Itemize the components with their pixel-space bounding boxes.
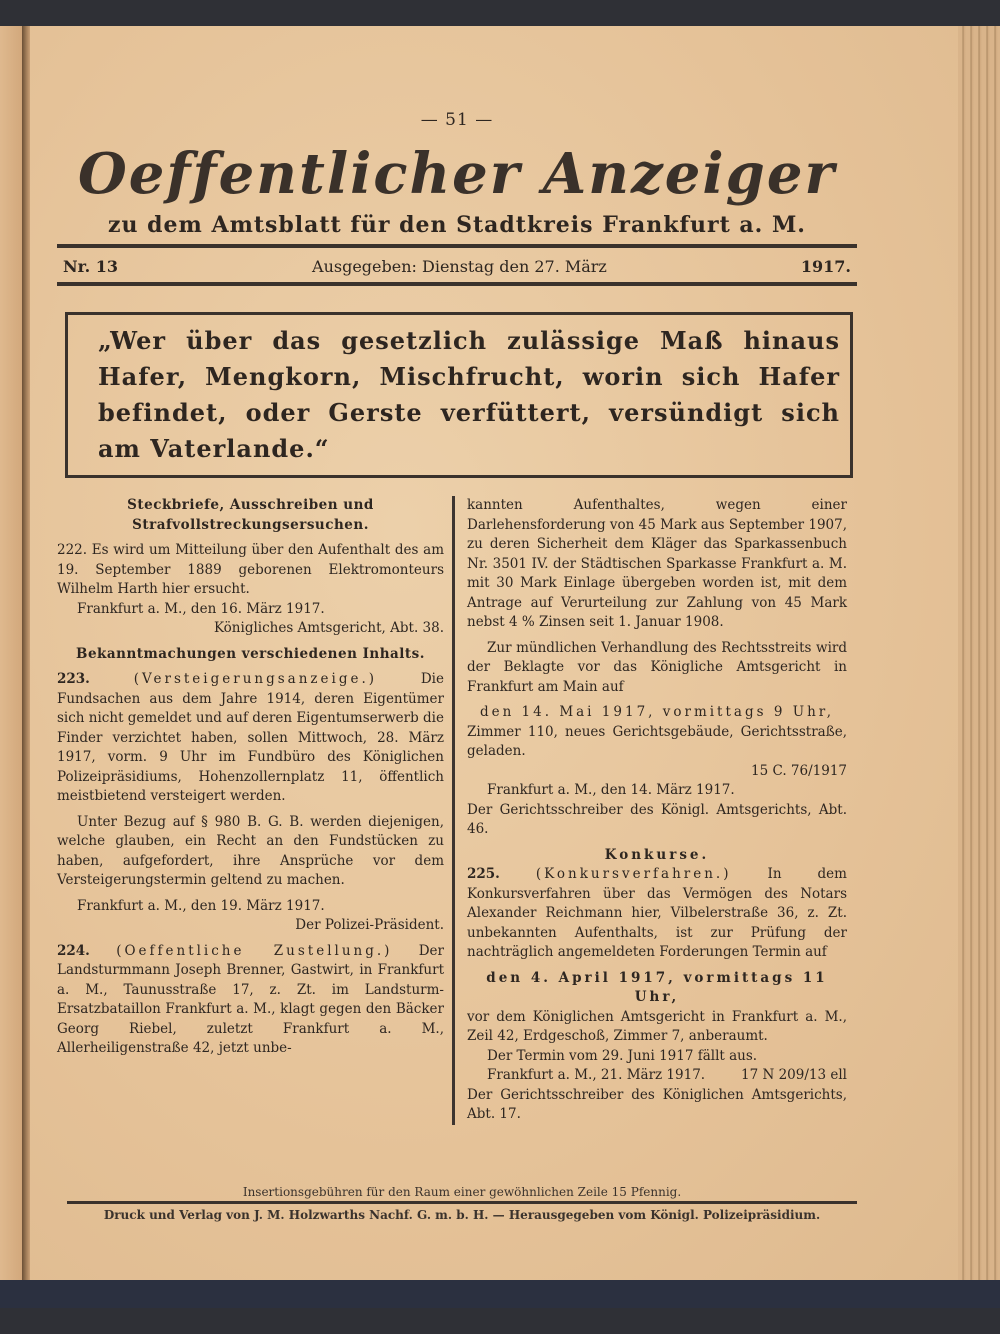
footer-rule	[67, 1201, 857, 1204]
notice-224-signature: Der Gerichtsschreiber des Königl. Amtsgerichts, Abt. 46.	[467, 801, 847, 837]
notice-225-text: In dem Konkursverfahren über das Vermögen des Notars Alexander Reichmann hier, Vilbelerstraße 36, z. Zt. unbekannten Aufenthalts, ist zur Prüfung der nachträglich angemeldeten Forderungen Termin auf	[467, 866, 847, 960]
notice-225-location: vor dem Königlichen Amtsgericht in Frankfurt a. M., Zeil 42, Erdgeschoß, Zimmer 7, anberaumt.	[467, 1008, 847, 1044]
issue-line	[57, 248, 857, 282]
notice-224-number: 224.	[57, 942, 90, 959]
notice-225-place-file	[467, 1066, 847, 1086]
section-title-announcements: Bekanntmachungen verschiedenen Inhalts.	[76, 645, 425, 662]
notice-225-signature: Der Gerichtsschreiber des Königlichen Amtsgerichts, Abt. 17.	[467, 1086, 847, 1122]
issue-year: 1917.	[800, 257, 851, 276]
notice-225-heading: (Konkursverfahren.)	[535, 866, 732, 882]
two-column-body	[57, 496, 857, 1125]
book-spread	[0, 26, 1000, 1280]
section-title-bankruptcies: Konkurse.	[604, 846, 710, 863]
notice-223-place-date: Frankfurt a. M., den 19. März 1917.	[77, 897, 325, 914]
notice-223-number: 223.	[57, 671, 90, 687]
notice-223-signature: Der Polizei-Präsident.	[295, 917, 444, 933]
notice-225	[467, 865, 847, 963]
notice-222-place-date: Frankfurt a. M., den 16. März 1917.	[77, 600, 325, 617]
notice-225-place-date: Frankfurt a. M., 21. März 1917.	[487, 1067, 706, 1083]
issue-number: Nr. 13	[63, 257, 118, 276]
page-footer	[67, 1185, 857, 1222]
notice-225-number: 225.	[467, 866, 500, 882]
notice-225-file-number: 17 N 209/13 ell	[741, 1067, 847, 1083]
notice-223-heading: (Versteigerungsanzeige.)	[133, 671, 378, 687]
patriotic-notice-box: „Wer über das gesetzlich zulässige Maß hinaus Hafer, Mengkorn, Mischfrucht, worin sich Hafer befindet, oder Gerste verfüttert, versündigt sich am Vaterlande.“	[65, 312, 853, 478]
notice-224-heading: (Oeffentliche Zustellung.)	[116, 942, 393, 959]
notice-225-date: den 4. April 1917, vormittags 11 Uhr,	[486, 969, 828, 1005]
insertion-fees-note: Insertionsgebühren für den Raum einer gewöhnlichen Zeile 15 Pfennig.	[242, 1184, 682, 1199]
notice-223-text: Die Fundsachen aus dem Jahre 1914, deren Eigentümer sich nicht gemeldet und auf deren Eigentumserwerb die Finder verzichtet haben, sollen Mittwoch, 28. März 1917, vorm. 9 Uhr im Fundbüro des Königlichen Polizeipräsidiums, Hohenzollernplatz 11, öffentlich meistbietend versteigert werden.	[57, 671, 444, 804]
notice-224-place-date: Frankfurt a. M., den 14. März 1917.	[487, 782, 735, 798]
notice-223	[57, 670, 444, 807]
previous-page-edge	[0, 26, 22, 1280]
notice-224-file-number: 15 C. 76/1917	[751, 762, 847, 779]
notice-223-text2: Unter Bezug auf § 980 B. G. B. werden diejenigen, welche glauben, ein Recht an den Fundstücken zu haben, aufgefordert, ihre Ansprüche vor dem Versteigerungstermin geltend zu machen.	[57, 813, 444, 888]
notice-224-continued: kannten Aufenthaltes, wegen einer Darlehensforderung von 45 Mark aus September 1907, zu deren Sicherheit dem Kläger das Sparkassenbuch Nr. 3501 IV. der Städtischen Sparkasse Frankfurt a. M. mit 30 Mark Einlage übergeben worden ist, mit dem Antrage auf Verurteilung zur Zahlung von 45 Mark nebst 4 % Zinsen seit 1. Januar 1908.	[467, 497, 848, 630]
book-gutter	[22, 26, 30, 1280]
masthead-title: Oeffentlicher Anzeiger	[78, 141, 836, 207]
printer-imprint: Druck und Verlag von J. M. Holzwarths Nachf. G. m. b. H. — Herausgegeben vom Königl. Polizeipräsidium.	[103, 1207, 821, 1222]
page-content	[57, 110, 857, 1222]
notice-224-summons: Zur mündlichen Verhandlung des Rechtsstreits wird der Beklagte vor das Königliche Amtsgericht in Frankfurt am Main auf	[467, 639, 847, 695]
newspaper-page	[30, 26, 958, 1280]
notice-224-date: den 14. Mai 1917, vormittags 9 Uhr,	[479, 704, 835, 720]
notice-224-text: Der Landsturmmann Joseph Brenner, Gastwirt, in Frankfurt a. M., Taunusstraße 17, z. Zt. im Landsturm-Ersatzbataillon Frankfurt a. M., klagt gegen den Bäcker Georg Riebel, zuletzt Frankfurt a. M., Allerheiligenstraße 42, jetzt unbe-	[57, 942, 444, 1056]
section-title-warrants: Steckbriefe, Ausschreiben und Strafvollstreckungsersuchen.	[127, 497, 374, 533]
issue-date: Ausgegeben: Dienstag den 27. März	[312, 257, 607, 276]
page-stack-edges	[958, 26, 1000, 1280]
notice-222-text: 222. Es wird um Mitteilung über den Aufenthalt des am 19. September 1889 geborenen Elektromonteurs Wilhelm Harth hier ersucht.	[57, 542, 444, 597]
masthead-subtitle: zu dem Amtsblatt für den Stadtkreis Frankfurt a. M.	[108, 212, 806, 238]
notice-222-signature: Königliches Amtsgericht, Abt. 38.	[213, 620, 444, 636]
notice-224-location: Zimmer 110, neues Gerichtsgebäude, Gerichtsstraße, geladen.	[467, 723, 847, 759]
notice-225-cancellation: Der Termin vom 29. Juni 1917 fällt aus.	[487, 1047, 758, 1064]
right-column	[452, 496, 847, 1125]
page-number: — 51 —	[420, 110, 494, 130]
book-binding-bottom	[0, 1280, 1000, 1308]
notice-224	[57, 942, 444, 1059]
left-column	[57, 496, 452, 1059]
header-rule-bottom	[57, 282, 857, 286]
